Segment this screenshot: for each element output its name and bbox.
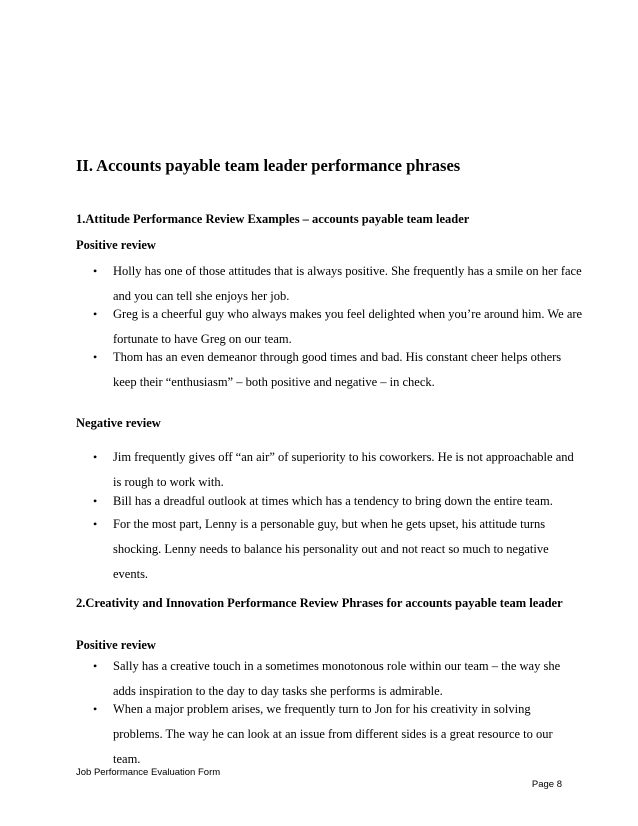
footer-form-name: Job Performance Evaluation Form xyxy=(76,767,221,778)
bullet-glyph: • xyxy=(93,450,98,464)
bullet-glyph: • xyxy=(93,702,98,716)
list-item-text: Jim frequently gives off “an air” of superiority to his coworkers. He is not approachable and is rough to work with. xyxy=(113,450,574,489)
footer-page-number: Page 8 xyxy=(531,779,562,790)
list-item xyxy=(93,445,583,495)
bullet-glyph: • xyxy=(93,350,98,364)
list-item-text: Greg is a cheerful guy who always makes you feel delighted when you’re around him. We are fortunate to have Greg on our team. xyxy=(113,307,583,346)
bullet-glyph: • xyxy=(93,517,98,531)
bullet-glyph: • xyxy=(93,494,98,508)
list-item-text: When a major problem arises, we frequently turn to Jon for his creativity in solving problems. The way he can look at an issue from different sides is a great resource to our team. xyxy=(113,702,553,766)
creativity-section-heading: 2.Creativity and Innovation Performance Review Phrases for accounts payable team leader xyxy=(76,596,563,610)
list-item-text: Sally has a creative touch in a sometimes monotonous role within our team – the way she adds inspiration to the day to day tasks she performs is admirable. xyxy=(113,659,561,698)
bullet-glyph: • xyxy=(93,307,98,321)
list-item-text: Holly has one of those attitudes that is always positive. She frequently has a smile on her face and you can tell she enjoys her job. xyxy=(113,264,582,303)
section-title: II. Accounts payable team leader performance phrases xyxy=(76,156,461,175)
attitude-negative-label: Negative review xyxy=(76,416,161,430)
list-item xyxy=(93,489,583,514)
list-item xyxy=(93,512,583,587)
list-item-text: Bill has a dreadful outlook at times which has a tendency to bring down the entire team. xyxy=(113,494,553,508)
attitude-section-heading: 1.Attitude Performance Review Examples – accounts payable team leader xyxy=(76,212,470,226)
bullet-glyph: • xyxy=(93,659,98,673)
attitude-positive-label: Positive review xyxy=(76,238,156,252)
list-item-text: For the most part, Lenny is a personable guy, but when he gets upset, his attitude turns shocking. Lenny needs to balance his personality out and not react so much to negative events. xyxy=(113,517,549,581)
list-item xyxy=(93,345,583,395)
list-item-text: Thom has an even demeanor through good times and bad. His constant cheer helps others keep their “enthusiasm” – both positive and negative – in check. xyxy=(113,350,562,389)
bullet-glyph: • xyxy=(93,264,98,278)
creativity-positive-label: Positive review xyxy=(76,638,156,652)
list-item xyxy=(93,697,583,772)
